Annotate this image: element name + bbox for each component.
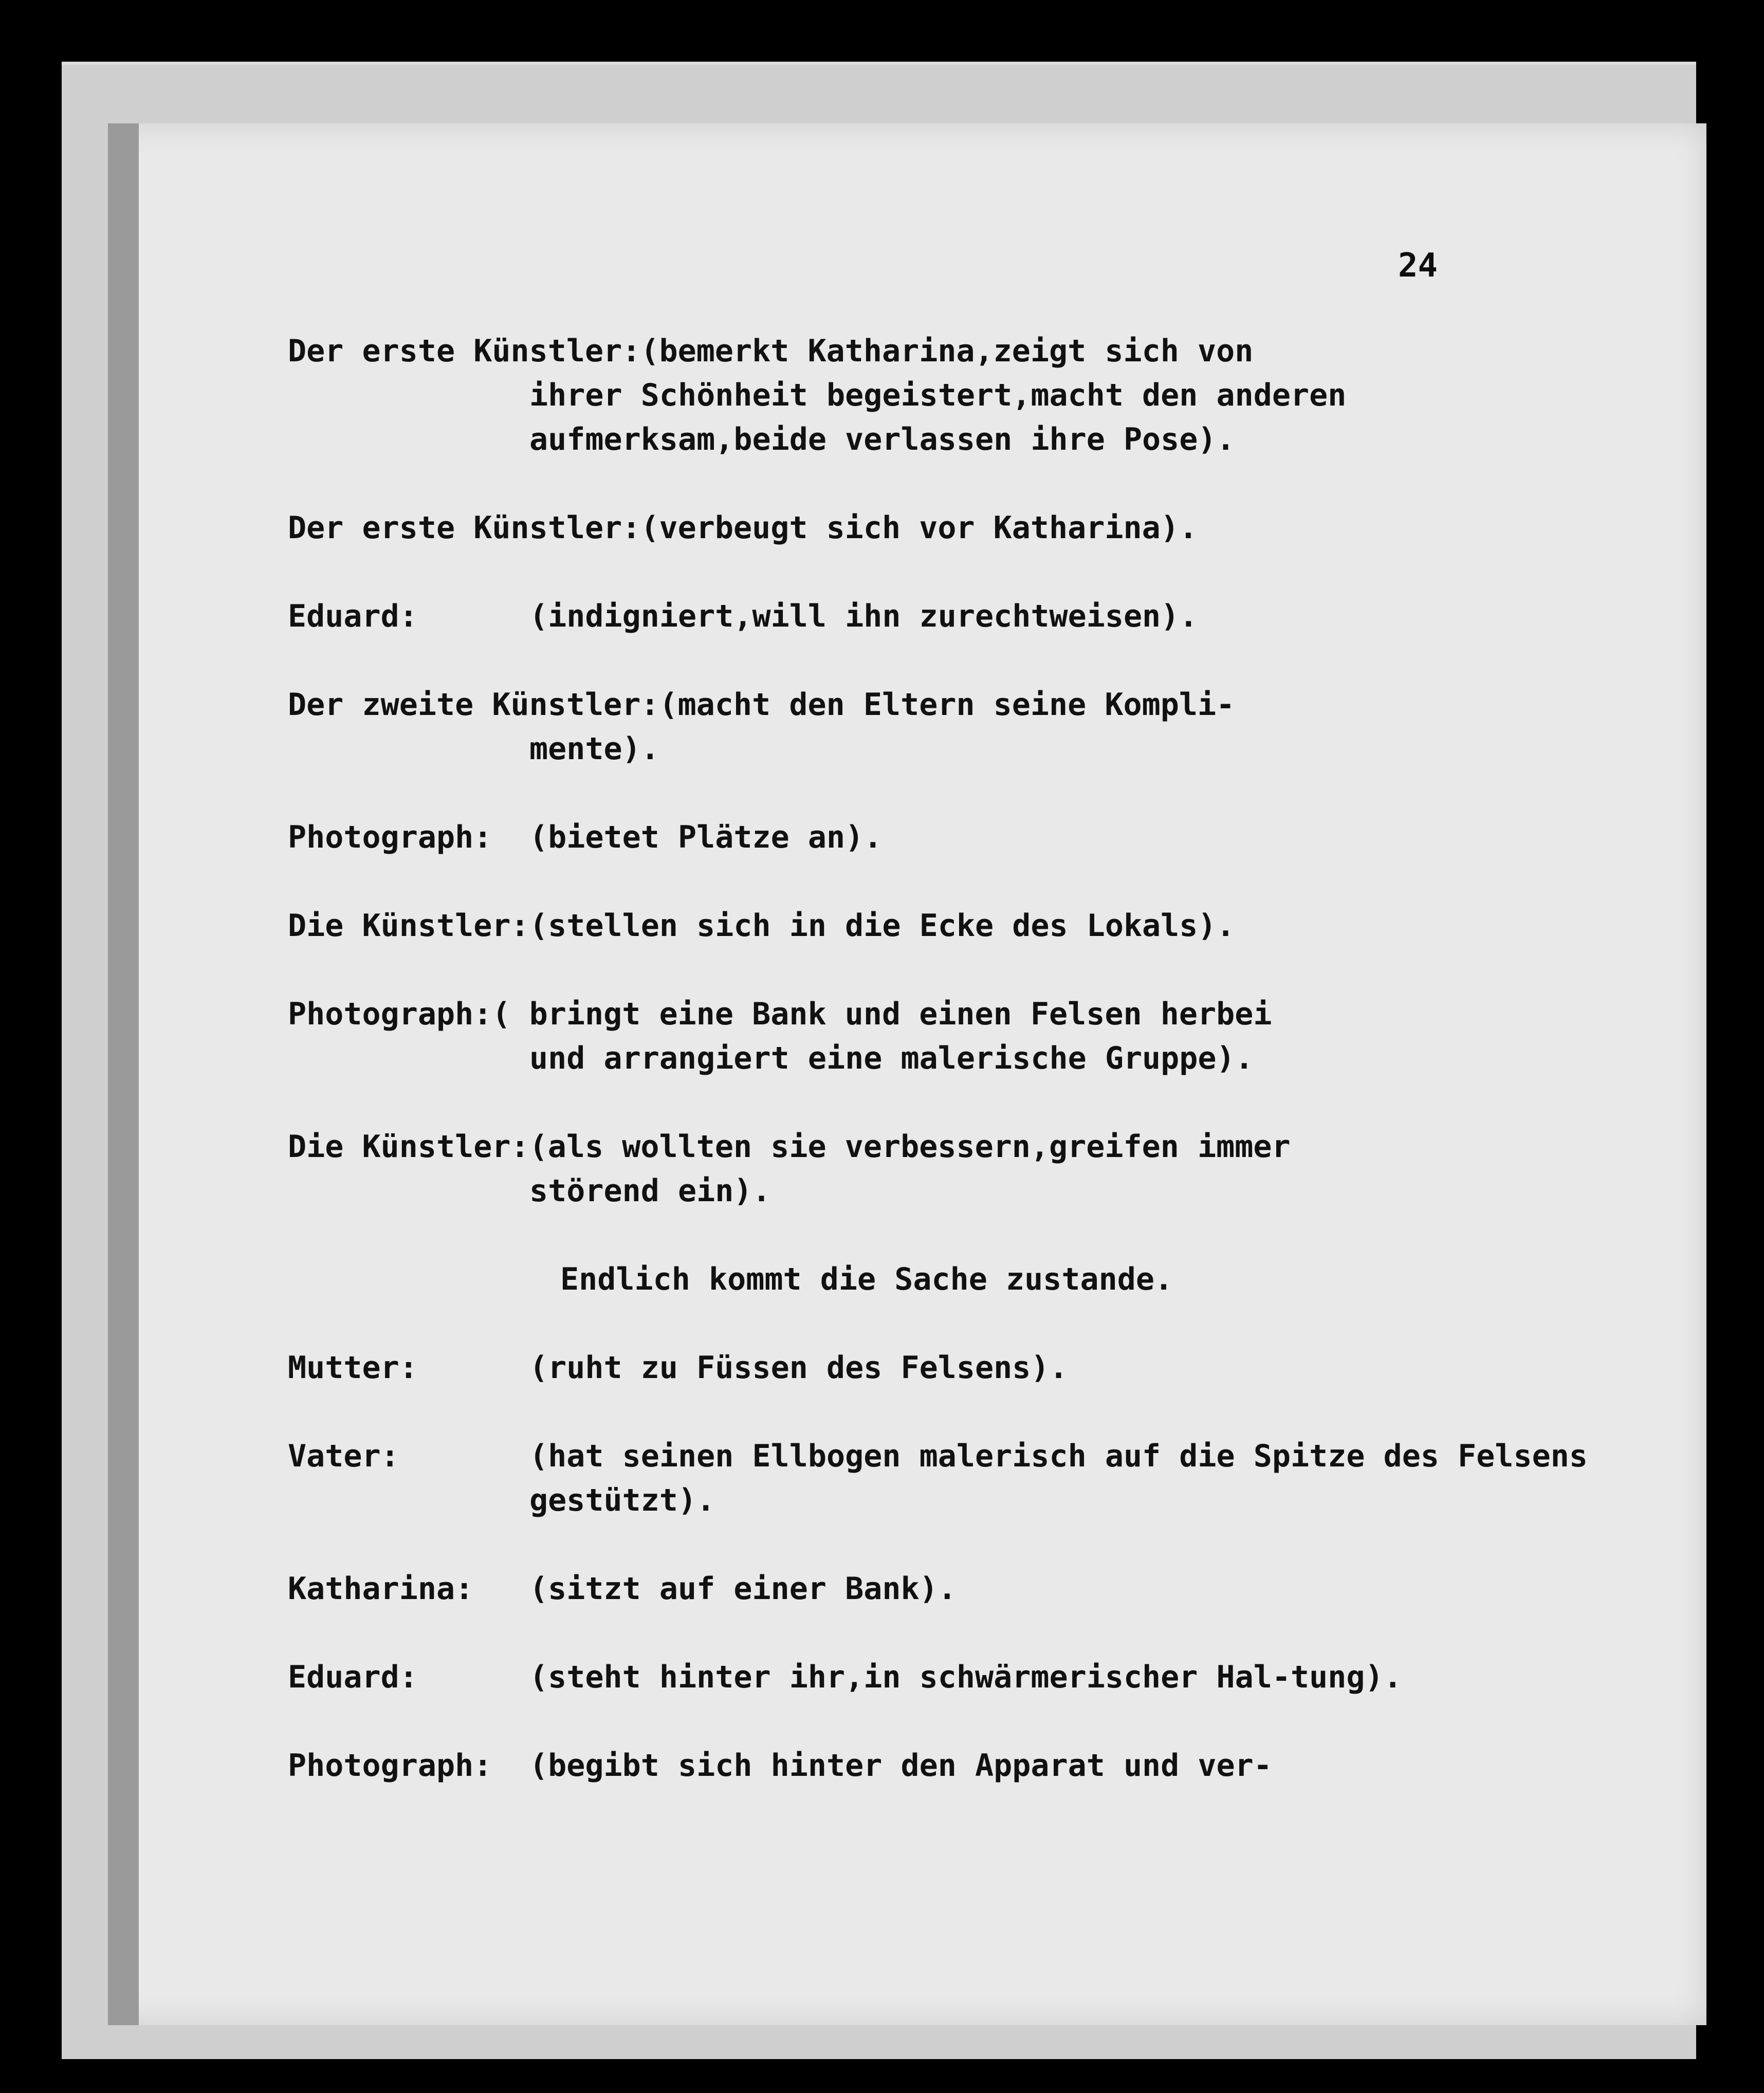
cue-text-continued: ihrer Schönheit begeistert,macht den anderen aufmerksam,beide verlassen ihre Pose). [529,377,1347,457]
script-entry [288,1346,1604,1390]
script-entry [288,904,1604,948]
cue-text: (bemerkt Katharina,zeigt sich von [640,333,1254,369]
cue-text: (sitzt auf einer Bank). [529,1571,957,1607]
speaker-name: Der erste Künstler: [288,333,641,369]
cue-text-continued: mente). [529,731,659,767]
speaker-name: Eduard: [288,1659,418,1695]
speaker-name: Mutter: [288,1350,418,1386]
speaker-name: Die Künstler: [288,908,529,944]
script-entry [288,683,1604,771]
cue-text: (ruht zu Füssen des Felsens). [529,1350,1068,1386]
cue-text: (macht den Eltern seine Kompli- [659,687,1235,723]
script-entry [288,594,1604,638]
script-entry [288,1655,1604,1699]
cue-text: (verbeugt sich vor Katharina). [640,510,1198,546]
cue-text: (begibt sich hinter den Apparat und ver- [529,1748,1272,1784]
cue-text: (steht hinter ihr,in schwärmerischer Hal-tung). [529,1659,1402,1695]
script-entry [288,1434,1607,1522]
script-text [288,329,1607,1832]
cue-text-continued: und arrangiert eine malerische Gruppe). [529,1040,1254,1076]
script-entry [288,815,1604,859]
speaker-name: Der zweite Künstler: [288,687,659,723]
cue-text: ( bringt eine Bank und einen Felsen herbei [492,996,1272,1032]
cue-text-continued: störend ein). [529,1173,771,1209]
speaker-name: Photograph: [288,819,492,855]
speaker-name: Die Künstler: [288,1129,529,1165]
speaker-name: Der erste Künstler: [288,510,641,546]
cue-text: (indigniert,will ihn zurechtweisen). [529,598,1198,634]
script-entry [288,329,1604,462]
script-entry [288,1125,1604,1213]
script-entry [288,506,1604,550]
speaker-name: Photograph: [288,1748,492,1784]
cue-text: (als wollten sie verbessern,greifen immer [529,1129,1291,1165]
script-entry [288,992,1604,1080]
page-number: 24 [1398,247,1438,285]
speaker-name: Eduard: [288,598,418,634]
cue-text: (bietet Plätze an). [529,819,883,855]
script-entry [288,1567,1604,1611]
speaker-name: Photograph: [288,996,492,1032]
script-entry [288,1743,1604,1788]
speaker-name: Vater: [288,1438,399,1474]
stage-direction: Endlich kommt die Sache zustande. [560,1261,1173,1297]
cue-text: (hat seinen Ellbogen malerisch auf die Spitze des Felsens gestützt). [529,1438,1607,1518]
cue-text: (stellen sich in die Ecke des Lokals). [529,908,1235,944]
speaker-name: Katharina: [288,1571,474,1607]
